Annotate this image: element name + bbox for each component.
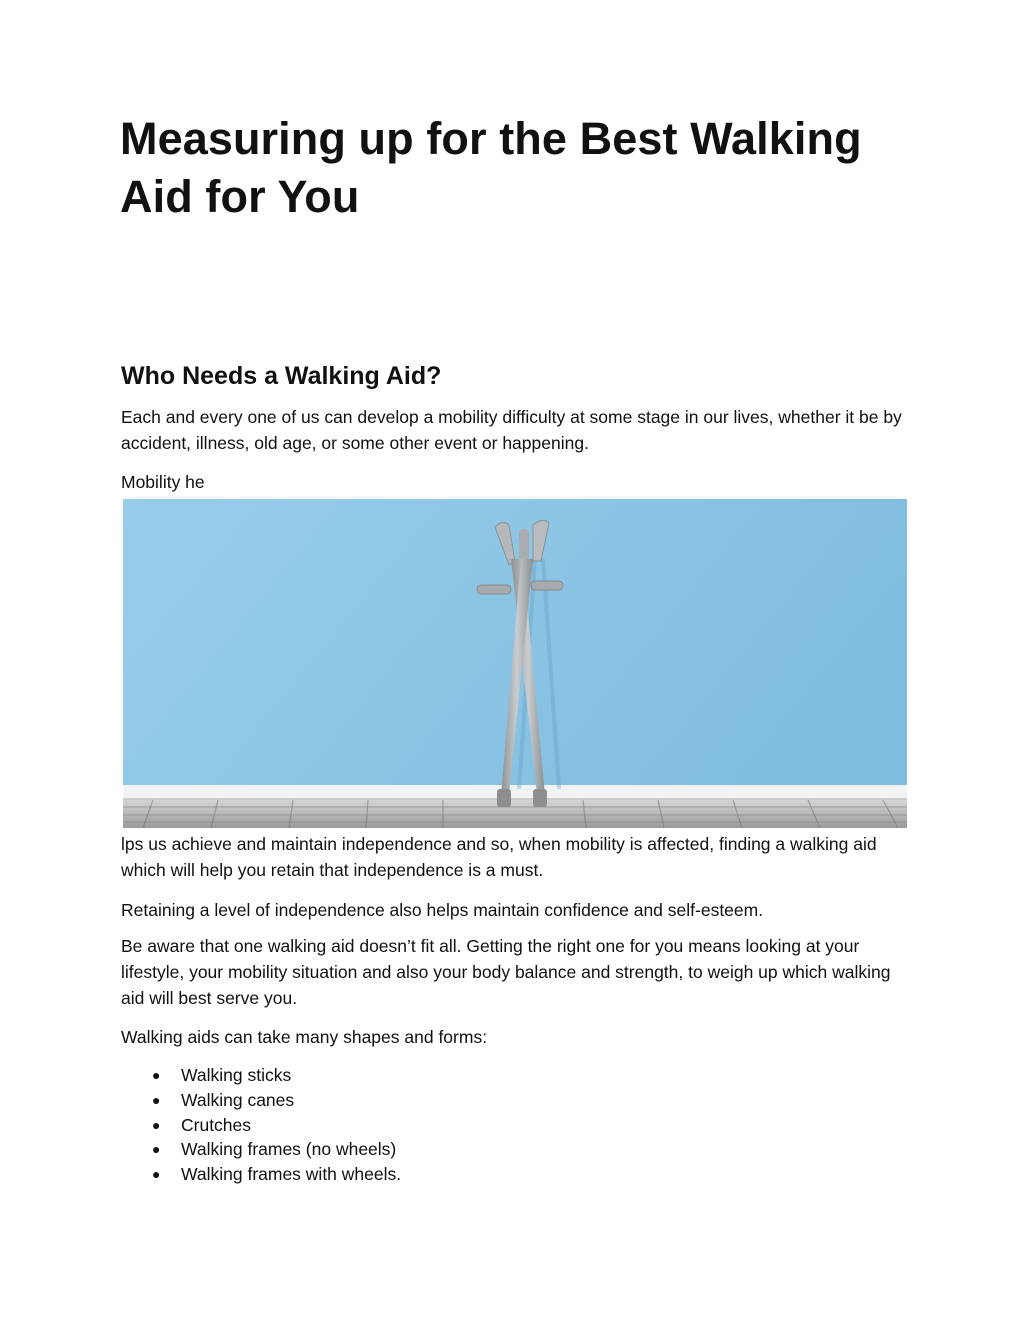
bullet-icon: ● <box>152 1166 161 1183</box>
list-item: ● Walking frames with wheels. <box>121 1162 401 1187</box>
list-item: ● Walking sticks <box>121 1063 401 1088</box>
list-item: ● Walking frames (no wheels) <box>121 1137 401 1162</box>
page-title: Measuring up for the Best Walking Aid for You <box>120 113 862 222</box>
paragraph-start-fragment: Mobility he <box>121 472 205 492</box>
bullet-icon: ● <box>152 1067 161 1083</box>
list-item: ● Walking canes <box>121 1088 401 1113</box>
aware-paragraph: Be aware that one walking aid doesn’t fit all. Getting the right one for you means looking at your lifestyle, your mobility situation and also your body balance and strength, to weigh up which walking aid will best serve you. <box>121 936 891 1008</box>
mobility-paragraph-continuation: lps us achieve and maintain independence and so, when mobility is affected, finding a walking aid which will help you retain that independence is a must. <box>121 834 877 880</box>
list-intro-paragraph: Walking aids can take many shapes and forms: <box>121 1027 488 1047</box>
walking-aids-list <box>121 1063 401 1187</box>
bullet-icon: ● <box>152 1116 161 1133</box>
intro-paragraph: Each and every one of us can develop a mobility difficulty at some stage in our lives, whether it be by accident, illness, old age, or some other event or happening. <box>121 407 902 453</box>
independence-paragraph: Retaining a level of independence also helps maintain confidence and self-esteem. <box>121 900 764 920</box>
section-heading: Who Needs a Walking Aid? <box>121 362 442 390</box>
bullet-icon: ● <box>152 1141 161 1158</box>
bullet-icon: ● <box>152 1091 161 1108</box>
crutches-photo <box>123 499 907 828</box>
list-item: ● Crutches <box>121 1113 401 1138</box>
